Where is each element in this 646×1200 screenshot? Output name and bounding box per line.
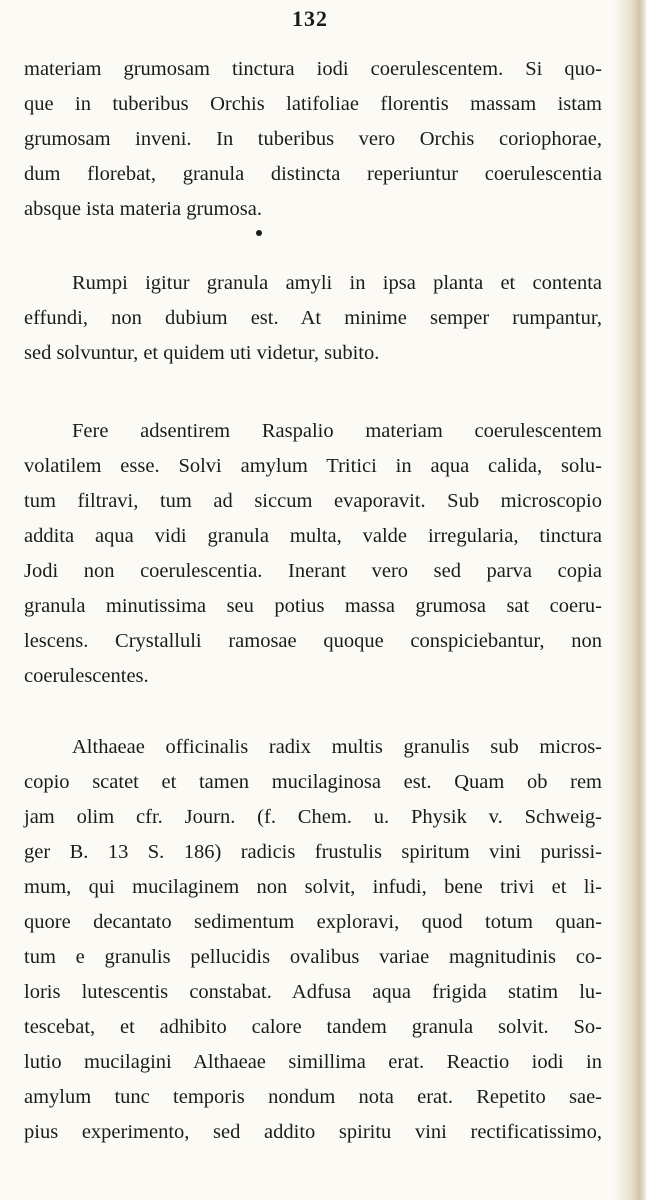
text-line: tum e granulis pellucidis ovalibus variae magnitudinis co- (24, 946, 602, 968)
text-line: Althaeae officinalis radix multis granulis sub micros- (72, 736, 602, 758)
text-line: dum florebat, granula distincta reperiuntur coerulescentia (24, 163, 602, 185)
paragraph-4 (24, 730, 602, 1150)
text-line: loris lutescentis constabat. Adfusa aqua frigida statim lu- (24, 981, 602, 1003)
paragraph-1 (24, 52, 602, 227)
text-line: Jodi non coerulescentia. Inerant vero sed parva copia (24, 560, 602, 582)
text-line: quore decantato sedimentum exploravi, quod totum quan- (24, 911, 602, 933)
text-line: sed solvuntur, et quidem uti videtur, subito. (24, 342, 380, 364)
text-line: effundi, non dubium est. At minime semper rumpantur, (24, 307, 602, 329)
text-line: materiam grumosam tinctura iodi coerulescentem. Si quo- (24, 58, 602, 80)
text-line: amylum tunc temporis nondum nota erat. Repetito sae- (24, 1086, 602, 1108)
text-line: coerulescentes. (24, 665, 149, 687)
text-line: que in tuberibus Orchis latifoliae florentis massam istam (24, 93, 602, 115)
text-line: granula minutissima seu potius massa grumosa sat coeru- (24, 595, 602, 617)
text-line: mum, qui mucilaginem non solvit, infudi, bene trivi et li- (24, 876, 602, 898)
text-line: lescens. Crystalluli ramosae quoque conspiciebantur, non (24, 630, 602, 652)
text-line: ger B. 13 S. 186) radicis frustulis spiritum vini purissi- (24, 841, 602, 863)
text-line: lutio mucilagini Althaeae simillima erat. Reactio iodi in (24, 1051, 602, 1073)
text-line: addita aqua vidi granula multa, valde irregularia, tinctura (24, 525, 602, 547)
text-line: absque ista materia grumosa. (24, 198, 262, 220)
text-line: copio scatet et tamen mucilaginosa est. Quam ob rem (24, 771, 602, 793)
text-line: jam olim cfr. Journ. (f. Chem. u. Physik v. Schweig- (24, 806, 602, 828)
page-number: 132 (292, 6, 328, 31)
text-line: tescebat, et adhibito calore tandem granula solvit. So- (24, 1016, 602, 1038)
text-line: Rumpi igitur granula amyli in ipsa planta et contenta (72, 272, 602, 294)
paragraph-3 (24, 414, 602, 694)
text-line: grumosam inveni. In tuberibus vero Orchis coriophorae, (24, 128, 602, 150)
text-line: pius experimento, sed addito spiritu vini rectificatissimo, (24, 1121, 602, 1143)
text-line: Fere adsentirem Raspalio materiam coerulescentem (72, 420, 602, 442)
text-line: volatilem esse. Solvi amylum Tritici in aqua calida, solu- (24, 455, 602, 477)
paragraph-2 (24, 266, 602, 371)
ink-dot-mark (256, 230, 262, 236)
page-gutter-shadow (614, 0, 646, 1200)
text-line: tum filtravi, tum ad siccum evaporavit. Sub microscopio (24, 490, 602, 512)
